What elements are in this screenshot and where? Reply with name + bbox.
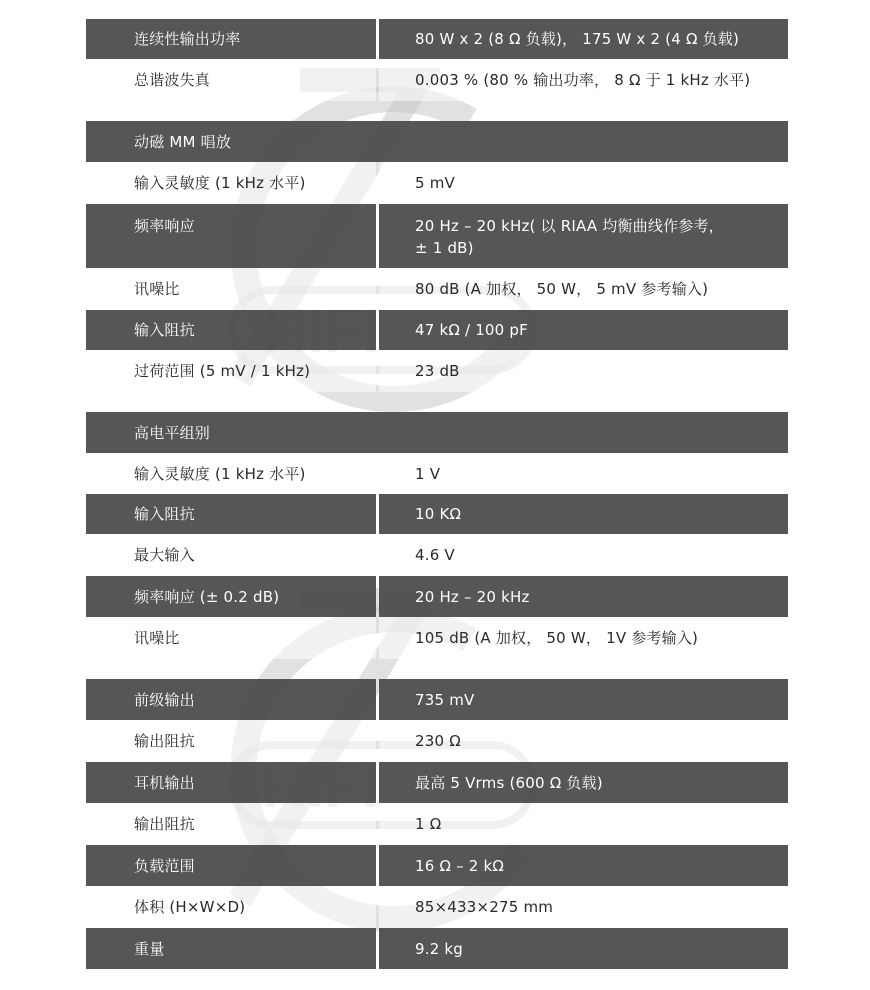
spec-row (86, 59, 788, 101)
spec-label: 重量 (134, 939, 165, 958)
spec-label-cell (86, 162, 376, 204)
section-title: 高电平组别 (134, 423, 211, 442)
spec-value: 20 Hz – 20 kHz (415, 587, 530, 606)
spec-label: 输入阻抗 (134, 505, 195, 523)
spec-row (86, 310, 788, 350)
spec-row (86, 534, 788, 576)
spec-row (86, 928, 788, 969)
spec-label: 输入阻抗 (134, 321, 195, 339)
spec-value-cell (379, 576, 788, 617)
spec-value: 4.6 V (415, 546, 455, 564)
spec-label-cell (86, 494, 376, 534)
spec-label: 总谐波失真 (134, 71, 211, 89)
spec-row (86, 494, 788, 534)
spec-value-cell (379, 162, 788, 204)
spec-label: 输出阻抗 (134, 815, 195, 833)
spec-value-cell (379, 617, 788, 659)
spec-value: 10 KΩ (415, 505, 462, 523)
spec-row (86, 617, 788, 659)
spec-label-cell (86, 845, 376, 886)
spec-value: 最高 5 Vrms (600 Ω 负载) (415, 773, 603, 792)
spec-label-cell (86, 453, 376, 494)
spec-row (86, 19, 788, 59)
spec-label: 过荷范围 (5 mV / 1 kHz) (134, 362, 311, 380)
spec-label: 最大输入 (134, 546, 195, 564)
spec-row (86, 720, 788, 762)
spec-label: 频率响应 (± 0.2 dB) (134, 587, 280, 606)
spec-label-cell (86, 679, 376, 720)
spec-value: 16 Ω – 2 kΩ (415, 856, 505, 875)
spec-label-cell (86, 534, 376, 576)
spec-label-cell (86, 268, 376, 310)
spec-row (86, 162, 788, 204)
spec-value-cell (379, 350, 788, 392)
spec-label-cell (86, 803, 376, 845)
spec-label-cell (86, 204, 376, 268)
spec-value: 47 kΩ / 100 pF (415, 321, 528, 339)
spec-label-cell (86, 350, 376, 392)
spec-label-cell (86, 19, 376, 59)
spec-value-cell (379, 886, 788, 928)
spec-label: 讯噪比 (134, 629, 180, 647)
section-gap (86, 101, 788, 121)
spec-value: 23 dB (415, 362, 460, 380)
spec-value-cell (379, 720, 788, 762)
spec-value: 5 mV (415, 174, 455, 192)
spec-value-cell (379, 679, 788, 720)
section-header-phono (86, 121, 788, 162)
spec-row (86, 845, 788, 886)
spec-row (86, 679, 788, 720)
spec-row (86, 350, 788, 392)
spec-row (86, 886, 788, 928)
spec-value: 80 W x 2 (8 Ω 负载)， 175 W x 2 (4 Ω 负载) (415, 30, 740, 48)
spec-value: 735 mV (415, 690, 475, 709)
spec-label: 前级输出 (134, 690, 195, 709)
spec-label-cell (86, 617, 376, 659)
spec-value-cell (379, 845, 788, 886)
spec-row (86, 268, 788, 310)
spec-label-cell (86, 928, 376, 969)
spec-value: 0.003 % (80 % 输出功率， 8 Ω 于 1 kHz 水平) (415, 71, 751, 89)
spec-label-cell (86, 576, 376, 617)
spec-label: 体积 (H×W×D) (134, 898, 246, 916)
spec-value: 85×433×275 mm (415, 898, 554, 916)
spec-value-cell (379, 59, 788, 101)
spec-label: 频率响应 (134, 217, 195, 235)
spec-value-cell (379, 19, 788, 59)
spec-label: 输出阻抗 (134, 732, 195, 750)
spec-row (86, 576, 788, 617)
spec-label: 讯噪比 (134, 280, 180, 298)
spec-row (86, 204, 788, 268)
spec-row (86, 803, 788, 845)
spec-value: 230 Ω (415, 732, 461, 750)
section-gap (86, 392, 788, 412)
spec-value-cell (379, 310, 788, 350)
spec-label-cell (86, 310, 376, 350)
spec-value-cell (379, 494, 788, 534)
spec-label-cell (86, 720, 376, 762)
spec-value: 80 dB (A 加权， 50 W， 5 mV 参考输入) (415, 280, 709, 298)
spec-value-cell (379, 928, 788, 969)
spec-value-cell (379, 268, 788, 310)
spec-label-cell (86, 886, 376, 928)
section-gap (86, 659, 788, 679)
spec-value-cell (379, 453, 788, 494)
spec-table (86, 19, 788, 969)
spec-value: 9.2 kg (415, 939, 464, 958)
spec-value-cell (379, 762, 788, 803)
spec-value-cell (379, 534, 788, 576)
spec-row (86, 453, 788, 494)
spec-value: 1 Ω (415, 815, 442, 833)
section-header-line (86, 412, 788, 453)
spec-value-cell (379, 204, 788, 268)
spec-row (86, 762, 788, 803)
spec-value: 20 Hz – 20 kHz( 以 RIAA 均衡曲线作参考， ± 1 dB) (415, 217, 724, 257)
spec-label: 连续性输出功率 (134, 30, 241, 48)
spec-value: 105 dB (A 加权， 50 W， 1V 参考输入) (415, 629, 699, 647)
spec-value-cell (379, 803, 788, 845)
spec-label-cell (86, 762, 376, 803)
spec-label: 负载范围 (134, 856, 195, 875)
spec-label: 输入灵敏度 (1 kHz 水平) (134, 174, 306, 192)
spec-label: 输入灵敏度 (1 kHz 水平) (134, 464, 306, 483)
spec-label-cell (86, 59, 376, 101)
section-title: 动磁 MM 唱放 (134, 132, 232, 151)
spec-value: 1 V (415, 464, 441, 483)
spec-label: 耳机输出 (134, 773, 195, 792)
